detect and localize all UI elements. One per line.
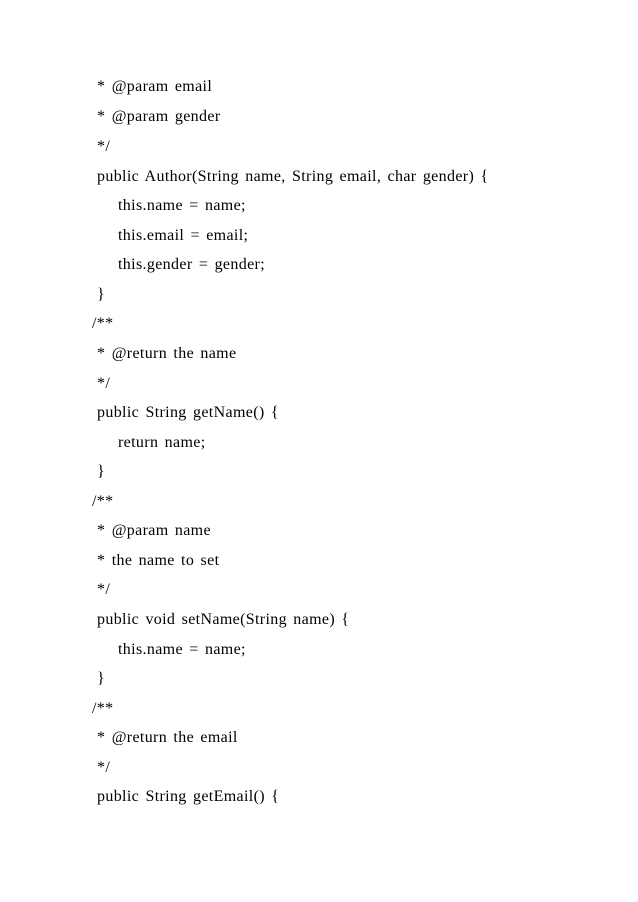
code-line: public String getEmail() { [97,788,280,805]
code-line: this.email = email; [118,227,249,244]
code-line: * the name to set [97,552,220,569]
code-line: } [97,286,106,303]
code-line: * @param email [97,78,213,95]
code-line: */ [97,581,111,598]
code-line: this.name = name; [118,197,246,214]
code-line: */ [97,759,111,776]
code-line: public Author(String name, String email, char gender) { [97,168,489,185]
code-line: /** [92,700,114,717]
code-line: } [97,670,106,687]
code-line: public void setName(String name) { [97,611,350,628]
code-line: * @param name [97,522,211,539]
code-line: /** [92,493,114,510]
code-line: this.name = name; [118,641,246,658]
code-line: * @return the email [97,729,238,746]
code-line: this.gender = gender; [118,256,265,273]
code-line: * @param gender [97,108,221,125]
code-line: */ [97,138,111,155]
code-line: */ [97,375,111,392]
code-line: /** [92,315,114,332]
code-line: public String getName() { [97,404,279,421]
code-line: return name; [118,434,206,451]
code-line: * @return the name [97,345,237,362]
code-line: } [97,463,106,480]
